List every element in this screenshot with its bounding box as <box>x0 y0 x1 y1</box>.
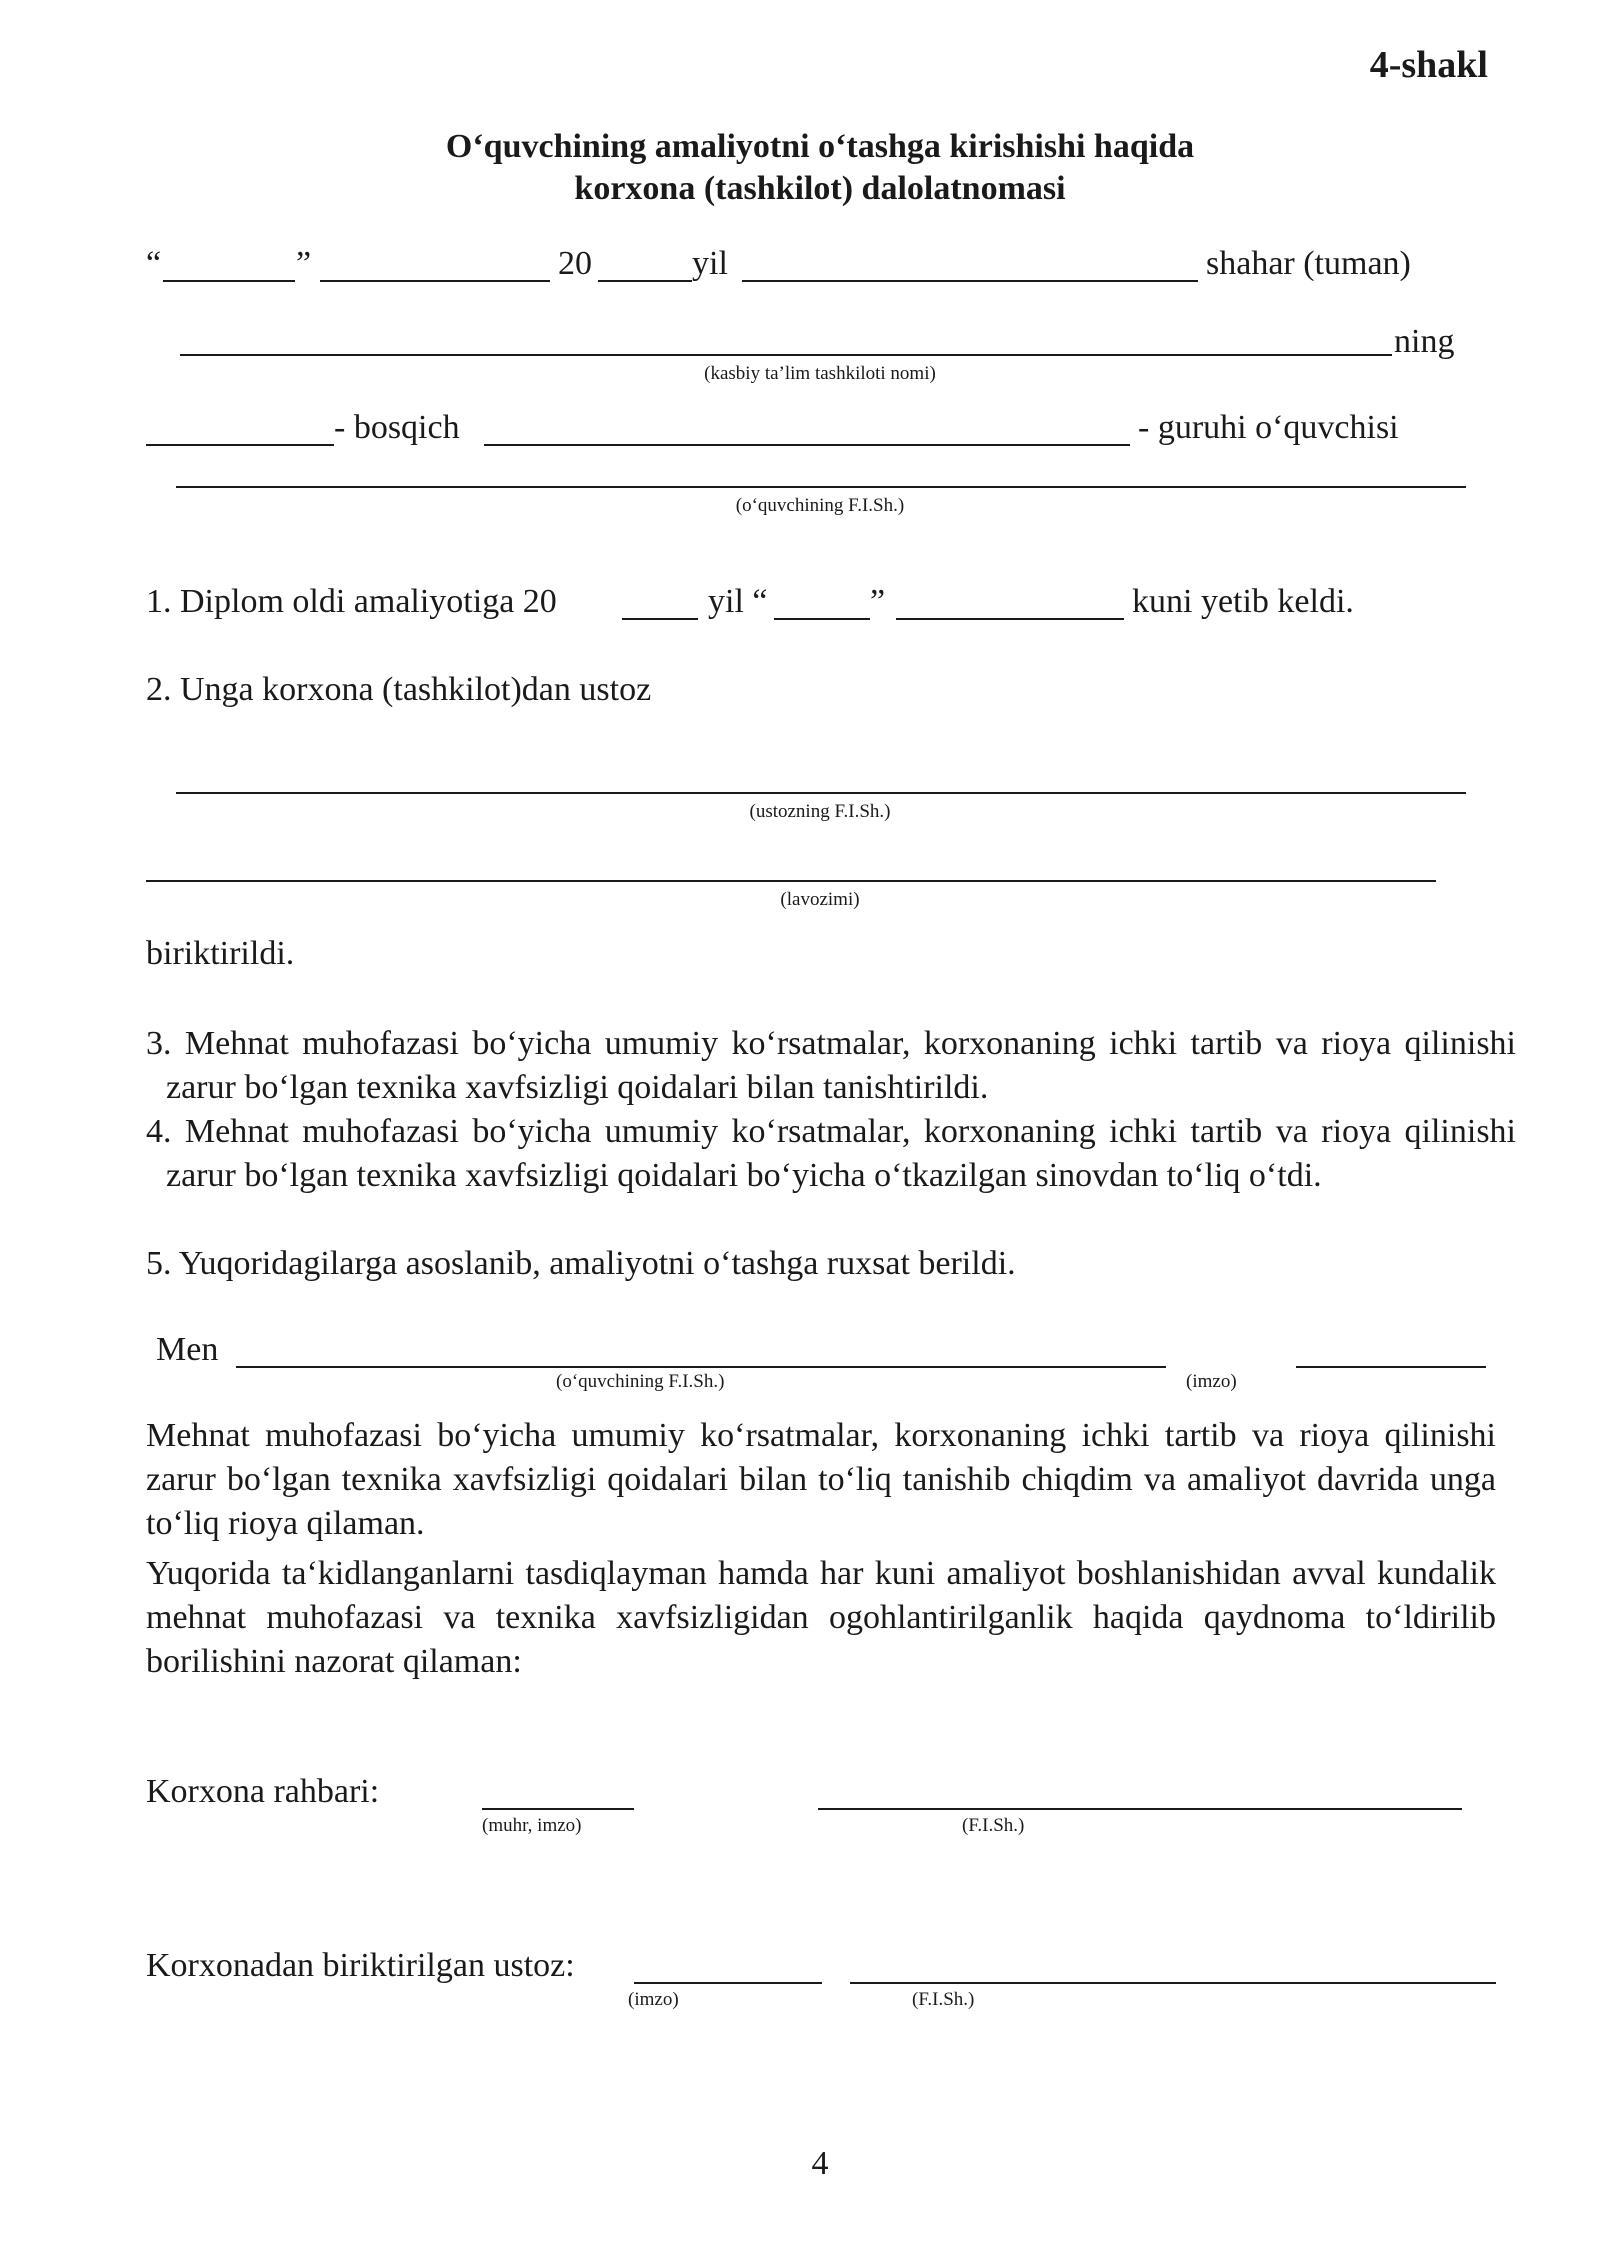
city-blank[interactable] <box>742 280 1198 282</box>
item1-end: kuni yetib keldi. <box>1132 583 1354 620</box>
item1-day-blank[interactable] <box>774 618 870 620</box>
title-line-1: O‘quvchining amaliyotni o‘tashga kirishishi haqida <box>445 128 1195 165</box>
item5: 5. Yuqoridagilarga asoslanib, amaliyotni o‘tashga ruxsat berildi. <box>146 1245 1016 1282</box>
year-suffix: yil <box>692 245 728 282</box>
group-blank[interactable] <box>484 444 1130 446</box>
item2: 2. Unga korxona (tashkilot)dan ustoz <box>146 671 652 708</box>
mentor-name-caption: (F.I.Sh.) <box>912 1989 975 2010</box>
head-seal-caption: (muhr, imzo) <box>482 1815 582 1836</box>
stage-label: - bosqich <box>334 409 460 446</box>
head-seal-blank[interactable] <box>482 1808 634 1810</box>
title-line-2: korxona (tashkilot) dalolatnomasi <box>574 170 1066 207</box>
declaration-signature-blank[interactable] <box>1296 1366 1486 1368</box>
head-name-blank[interactable] <box>818 1808 1462 1810</box>
ning-suffix: ning <box>1394 323 1455 360</box>
day-blank[interactable] <box>163 280 295 282</box>
head-name-caption: (F.I.Sh.) <box>962 1815 1025 1836</box>
stage-blank[interactable] <box>146 444 334 446</box>
declaration-paragraph-1: Mehnat muhofazasi bo‘yicha umumiy ko‘rsatmalar, korxonaning ichki tartib va rioya qilinishi zarur bo‘lgan texnika xavfsizligi qoidalari bilan to‘liq tanishib chiqdim va amaliyot davrida unga to‘liq rioya qilaman. <box>146 1417 1496 1542</box>
item1-quote-close: ” <box>870 583 886 620</box>
year-prefix: 20 <box>558 245 592 282</box>
quote-open: “ <box>146 245 162 282</box>
mentor-sign-blank[interactable] <box>634 1982 822 1984</box>
item1-start: 1. Diplom oldi amaliyotiga 20 <box>146 583 557 620</box>
month-blank[interactable] <box>320 280 550 282</box>
form-label: 4-shakl <box>1369 44 1488 86</box>
item4: 4. Mehnat muhofazasi bo‘yicha umumiy ko‘rsatmalar, korxonaning ichki tartib va rioya qilinishi zarur bo‘lgan texnika xavfsizligi qoidalari bo‘yicha o‘tkazilgan sinovdan to‘liq o‘tdi. <box>146 1113 1516 1194</box>
group-label: - guruhi o‘quvchisi <box>1138 409 1399 446</box>
declaration-paragraph-2: Yuqorida ta‘kidlanganlarni tasdiqlayman hamda har kuni amaliyot boshlanishidan avval kundalik mehnat muhofazasi va texnika xavfsizligidan ogohlantirilganlik haqida qaydnoma to‘ldirilib borilishini nazorat qilaman: <box>146 1555 1496 1680</box>
position-blank[interactable] <box>146 880 1436 882</box>
year-blank[interactable] <box>598 280 692 282</box>
student-caption: (o‘quvchining F.I.Sh.) <box>735 495 905 516</box>
item1-month-blank[interactable] <box>896 618 1124 620</box>
declaration-student-blank[interactable] <box>236 1366 1166 1368</box>
item3: 3. Mehnat muhofazasi bo‘yicha umumiy ko‘rsatmalar, korxonaning ichki tartib va rioya qilinishi zarur bo‘lgan texnika xavfsizligi qoidalari bilan tanishtirildi. <box>146 1025 1516 1106</box>
head-label: Korxona rahbari: <box>146 1773 380 1810</box>
declaration-student-caption: (o‘quvchining F.I.Sh.) <box>556 1371 725 1392</box>
mentor-caption: (ustozning F.I.Sh.) <box>749 801 891 822</box>
city-label: shahar (tuman) <box>1206 245 1411 282</box>
mentor-name-blank[interactable] <box>176 792 1466 794</box>
institution-blank[interactable] <box>180 354 1392 356</box>
institution-caption: (kasbiy ta’lim tashkiloti nomi) <box>704 363 936 384</box>
page-number: 4 <box>811 2145 829 2182</box>
declaration-signature-caption: (imzo) <box>1186 1371 1237 1392</box>
mentor-name-sign-blank[interactable] <box>850 1982 1496 1984</box>
student-name-blank[interactable] <box>176 486 1466 488</box>
item1-yil: yil “ <box>708 583 768 620</box>
position-caption: (lavozimi) <box>780 889 860 910</box>
quote-close: ” <box>296 245 312 282</box>
mentor-label: Korxonadan biriktirilgan ustoz: <box>146 1947 575 1984</box>
assigned-text: biriktirildi. <box>146 935 295 972</box>
item1-year-blank[interactable] <box>622 618 698 620</box>
mentor-sign-caption: (imzo) <box>628 1989 679 2010</box>
men-label: Men <box>156 1331 219 1368</box>
